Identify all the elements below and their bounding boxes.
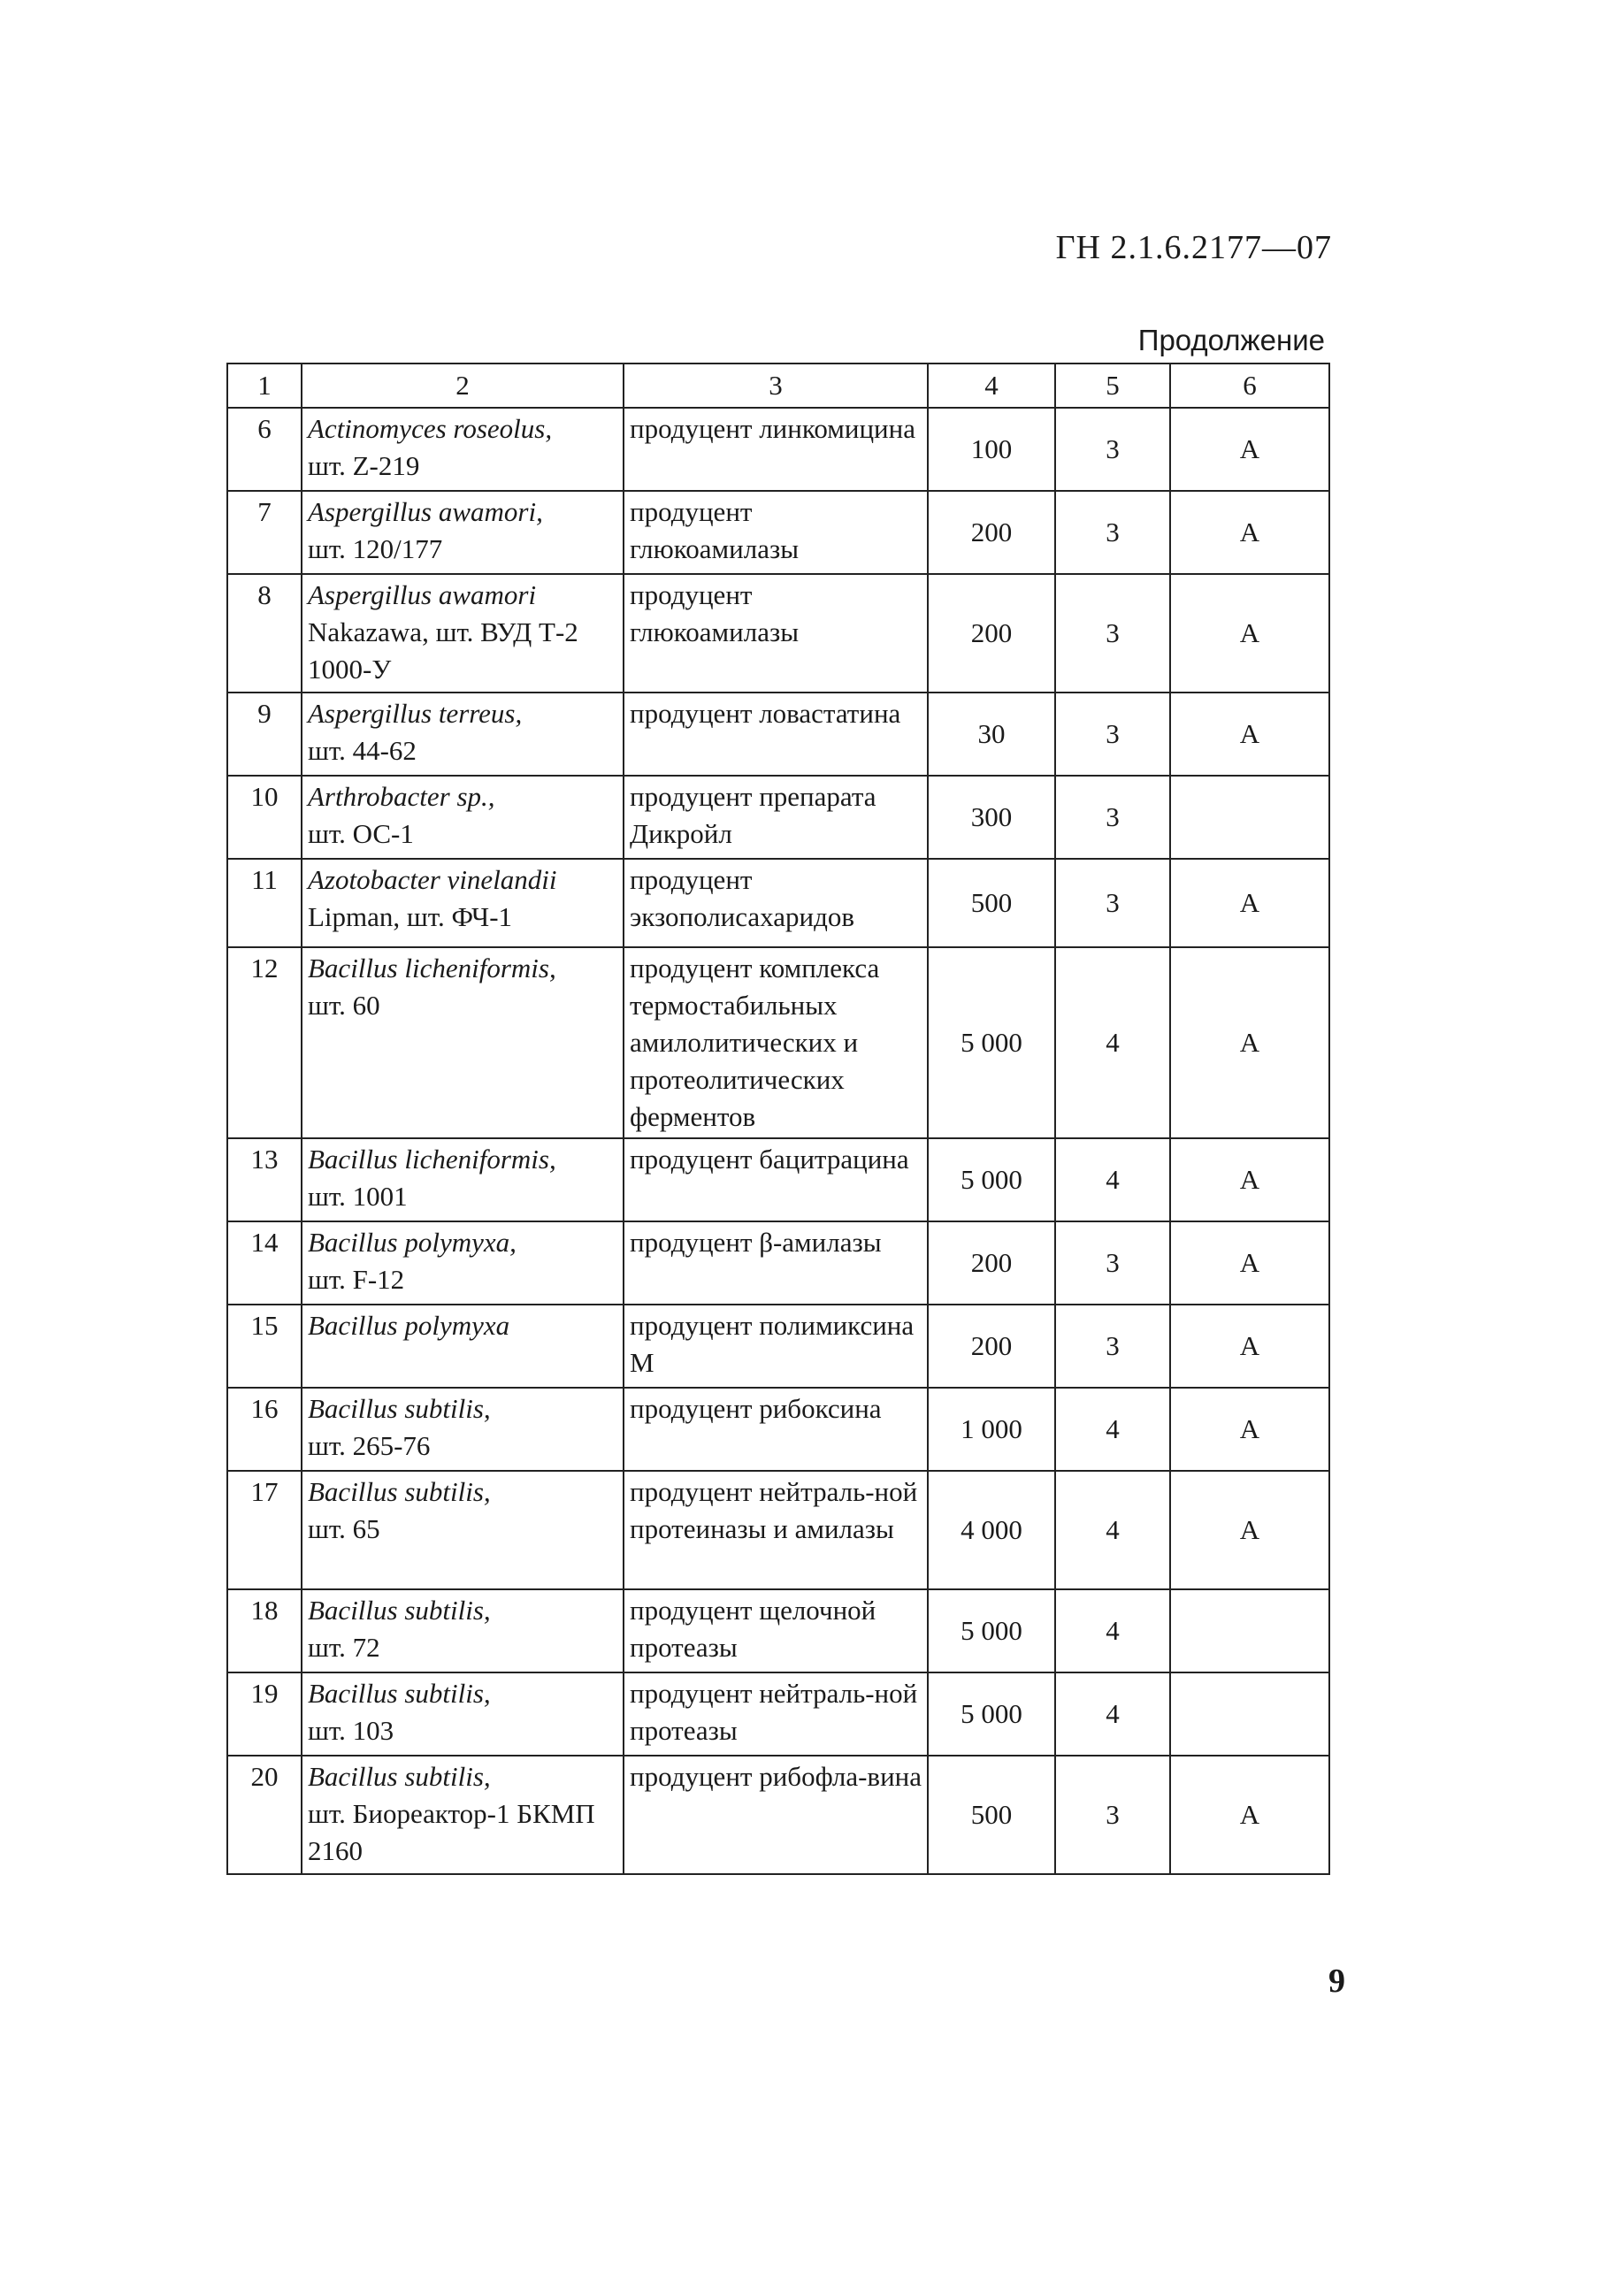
row-number-cell: 10 [227,776,302,859]
table-row [227,776,1329,859]
value-cell: 300 [928,776,1055,859]
purpose-cell: продуцент β-амилазы [624,1221,928,1305]
purpose-cell: продуцент рибофла-вина [624,1756,928,1874]
table-row [227,1138,1329,1221]
organism-name [308,577,617,614]
table-row [227,574,1329,693]
column-number-row [227,364,1329,408]
purpose-cell: продуцент препарата Дикройл [624,776,928,859]
organism-cell [302,1756,624,1874]
organism-name [308,1675,617,1712]
species-name: Bacillus licheniformis, [308,953,556,983]
mark-cell [1170,1672,1329,1756]
strain-name: шт. 72 [308,1632,380,1663]
organism-name [308,861,617,899]
table-row [227,1221,1329,1305]
class-cell: 3 [1055,859,1170,947]
strain-name: Lipman, шт. ФЧ-1 [308,901,513,932]
purpose-cell: продуцент экзополисахаридов [624,859,928,947]
organism-cell [302,1138,624,1221]
mark-cell [1170,776,1329,859]
value-cell: 500 [928,859,1055,947]
value-cell: 5 000 [928,1672,1055,1756]
row-number-cell: 15 [227,1305,302,1388]
table-row [227,693,1329,776]
species-name: Aspergillus awamori, [308,496,543,527]
page-number: 9 [1328,1963,1345,2000]
row-number-cell: 18 [227,1589,302,1672]
column-number: 2 [302,364,624,408]
table-row [227,1471,1329,1589]
mark-cell [1170,1589,1329,1672]
value-cell: 5 000 [928,1138,1055,1221]
class-cell: 3 [1055,693,1170,776]
strain-name: шт. 65 [308,1513,380,1544]
class-cell: 4 [1055,1589,1170,1672]
row-number-cell: 6 [227,408,302,491]
table-row [227,947,1329,1138]
row-number-cell: 8 [227,574,302,693]
mark-cell: А [1170,1388,1329,1471]
purpose-cell: продуцент линкомицина [624,408,928,491]
strain-name: шт. 265-76 [308,1430,431,1461]
species-name: Aspergillus awamori [308,579,537,610]
organism-cell [302,408,624,491]
column-number: 5 [1055,364,1170,408]
class-cell: 4 [1055,947,1170,1138]
mark-cell: А [1170,574,1329,693]
row-number-cell: 16 [227,1388,302,1471]
row-number-cell: 17 [227,1471,302,1589]
class-cell: 3 [1055,491,1170,574]
organism-cell [302,574,624,693]
strain-name: шт. 1001 [308,1181,408,1212]
organism-cell [302,1221,624,1305]
strain-name: шт. 60 [308,990,380,1021]
organism-name [308,1390,617,1427]
organism-name [308,1758,617,1795]
organism-cell [302,1388,624,1471]
class-cell: 3 [1055,1305,1170,1388]
class-cell: 3 [1055,1221,1170,1305]
strain-name: шт. Биореактор-1 БКМП 2160 [308,1798,595,1866]
mark-cell: А [1170,408,1329,491]
mark-cell: А [1170,693,1329,776]
row-number-cell: 20 [227,1756,302,1874]
organism-cell [302,1471,624,1589]
table-row [227,491,1329,574]
strain-name: шт. ОС-1 [308,818,414,849]
class-cell: 3 [1055,776,1170,859]
organism-cell [302,693,624,776]
value-cell: 200 [928,1221,1055,1305]
row-number-cell: 11 [227,859,302,947]
mark-cell: А [1170,1756,1329,1874]
row-number-cell: 14 [227,1221,302,1305]
organism-cell [302,1305,624,1388]
organism-name [308,1473,617,1511]
class-cell: 4 [1055,1471,1170,1589]
row-number-cell: 9 [227,693,302,776]
organism-cell [302,1589,624,1672]
table-row [227,1589,1329,1672]
mark-cell: А [1170,1138,1329,1221]
table-row [227,408,1329,491]
mark-cell: А [1170,491,1329,574]
row-number-cell: 19 [227,1672,302,1756]
organism-name [308,494,617,531]
species-name: Bacillus subtilis, [308,1476,491,1507]
table-row [227,859,1329,947]
species-name: Azotobacter vinelandii [308,864,557,895]
table-row [227,1305,1329,1388]
organism-name [308,1141,617,1178]
strain-name: шт. Z-219 [308,450,420,481]
strain-name: шт. 120/177 [308,533,443,564]
continuation-label: Продолжение [1137,324,1325,356]
strains-table [226,363,1330,1875]
purpose-cell: продуцент бацитрацина [624,1138,928,1221]
class-cell: 4 [1055,1672,1170,1756]
species-name: Bacillus polymyxa [308,1310,510,1341]
purpose-cell: продуцент полимиксина М [624,1305,928,1388]
column-number: 1 [227,364,302,408]
species-name: Bacillus licheniformis, [308,1144,556,1175]
organism-name [308,950,617,987]
organism-name [308,1224,617,1261]
class-cell: 4 [1055,1388,1170,1471]
species-name: Bacillus subtilis, [308,1678,491,1709]
row-number-cell: 13 [227,1138,302,1221]
organism-name [308,778,617,815]
mark-cell: А [1170,1471,1329,1589]
organism-name [308,1592,617,1629]
class-cell: 3 [1055,574,1170,693]
column-number: 3 [624,364,928,408]
class-cell: 3 [1055,1756,1170,1874]
organism-cell [302,859,624,947]
value-cell: 4 000 [928,1471,1055,1589]
organism-cell [302,947,624,1138]
mark-cell: А [1170,1221,1329,1305]
value-cell: 200 [928,491,1055,574]
species-name: Bacillus polymyxa, [308,1227,517,1258]
column-number: 4 [928,364,1055,408]
purpose-cell: продуцент нейтраль-ной протеиназы и амилазы [624,1471,928,1589]
value-cell: 200 [928,1305,1055,1388]
strain-name: шт. F-12 [308,1264,405,1295]
row-number-cell: 7 [227,491,302,574]
table-row [227,1756,1329,1874]
species-name: Arthrobacter sp., [308,781,495,812]
purpose-cell: продуцент нейтраль-ной протеазы [624,1672,928,1756]
purpose-cell: продуцент глюкоамилазы [624,574,928,693]
purpose-cell: продуцент глюкоамилазы [624,491,928,574]
document-code: ГН 2.1.6.2177—07 [1055,229,1332,266]
value-cell: 1 000 [928,1388,1055,1471]
strain-name: Nakazawa, шт. ВУД Т-2 1000-У [308,616,578,685]
class-cell: 4 [1055,1138,1170,1221]
organism-name [308,410,617,448]
species-name: Bacillus subtilis, [308,1595,491,1626]
value-cell: 200 [928,574,1055,693]
mark-cell: А [1170,859,1329,947]
table-row [227,1672,1329,1756]
class-cell: 3 [1055,408,1170,491]
purpose-cell: продуцент ловастатина [624,693,928,776]
species-name: Actinomyces roseolus, [308,413,553,444]
species-name: Aspergillus terreus, [308,698,523,729]
strain-name: шт. 103 [308,1715,394,1746]
purpose-cell: продуцент комплекса термостабильных амилолитических и протеолитических ферментов [624,947,928,1138]
table-row [227,1388,1329,1471]
value-cell: 100 [928,408,1055,491]
table-body [227,408,1329,1874]
organism-cell [302,491,624,574]
mark-cell: А [1170,1305,1329,1388]
value-cell: 5 000 [928,947,1055,1138]
species-name: Bacillus subtilis, [308,1393,491,1424]
organism-cell [302,1672,624,1756]
organism-name [308,695,617,732]
value-cell: 30 [928,693,1055,776]
mark-cell: А [1170,947,1329,1138]
organism-cell [302,776,624,859]
purpose-cell: продуцент щелочной протеазы [624,1589,928,1672]
row-number-cell: 12 [227,947,302,1138]
purpose-cell: продуцент рибоксина [624,1388,928,1471]
species-name: Bacillus subtilis, [308,1761,491,1792]
value-cell: 5 000 [928,1589,1055,1672]
column-number: 6 [1170,364,1329,408]
value-cell: 500 [928,1756,1055,1874]
strain-name: шт. 44-62 [308,735,417,766]
organism-name [308,1307,617,1344]
